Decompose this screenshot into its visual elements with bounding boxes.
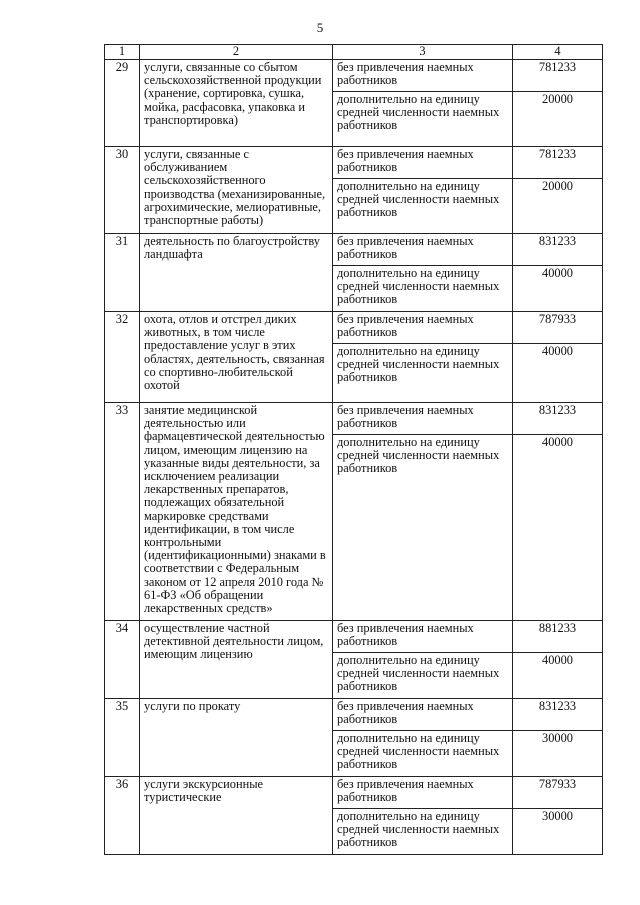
activity-description: занятие медицинской деятельностью или фармацевтической деятельностью лицом, имеющим лицензию на указанные виды деятельности, за исключением реализации лекарственных препаратов, подлежащих обязательной маркировке средствами идентификации, в том числе контрольными (идентификационными) знаками в соответствии с Федеральным законом от 12 апреля 2010 года № 61-ФЗ «Об обращении лекарственных средств» [140,403,333,621]
activity-description: услуги по прокату [140,699,333,777]
condition-cell: без привлечения наемных работников [333,777,513,809]
column-header: 3 [333,45,513,60]
condition-cell: без привлечения наемных работников [333,403,513,435]
amount-cell: 40000 [513,435,603,621]
amount-cell: 781233 [513,60,603,92]
condition-cell: дополнительно на единицу средней численности наемных работников [333,92,513,147]
row-number: 29 [105,60,140,147]
condition-cell: дополнительно на единицу средней численности наемных работников [333,435,513,621]
condition-cell: дополнительно на единицу средней численности наемных работников [333,731,513,777]
amount-cell: 781233 [513,147,603,179]
amount-cell: 787933 [513,777,603,809]
table-row [105,234,603,266]
amount-cell: 831233 [513,234,603,266]
condition-cell: дополнительно на единицу средней численности наемных работников [333,809,513,855]
table-row [105,699,603,731]
condition-cell: без привлечения наемных работников [333,621,513,653]
activity-description: охота, отлов и отстрел диких животных, в том числе предоставление услуг в этих областях, деятельность, связанная со спортивно-любительской охотой [140,312,333,403]
activity-description: деятельность по благоустройству ландшафта [140,234,333,312]
column-header-row [105,45,603,60]
table-row [105,621,603,653]
row-number: 35 [105,699,140,777]
condition-cell: дополнительно на единицу средней численности наемных работников [333,266,513,312]
amount-cell: 787933 [513,312,603,344]
amount-cell: 40000 [513,653,603,699]
activity-description: осуществление частной детективной деятельности лицом, имеющим лицензию [140,621,333,699]
condition-cell: дополнительно на единицу средней численности наемных работников [333,179,513,234]
amount-cell: 881233 [513,621,603,653]
row-number: 30 [105,147,140,234]
row-number: 34 [105,621,140,699]
table-row [105,60,603,92]
amount-cell: 40000 [513,344,603,403]
condition-cell: без привлечения наемных работников [333,699,513,731]
amount-cell: 20000 [513,92,603,147]
condition-cell: без привлечения наемных работников [333,234,513,266]
column-header: 4 [513,45,603,60]
condition-cell: дополнительно на единицу средней численности наемных работников [333,653,513,699]
condition-cell: без привлечения наемных работников [333,147,513,179]
amount-cell: 30000 [513,809,603,855]
amount-cell: 40000 [513,266,603,312]
table-row [105,312,603,344]
row-number: 31 [105,234,140,312]
amount-cell: 20000 [513,179,603,234]
page-number: 5 [316,20,324,35]
tax-rate-table [104,44,603,855]
table-row [105,403,603,435]
amount-cell: 30000 [513,731,603,777]
column-header: 2 [140,45,333,60]
row-number: 36 [105,777,140,855]
condition-cell: без привлечения наемных работников [333,60,513,92]
amount-cell: 831233 [513,403,603,435]
activity-description: услуги экскурсионные туристические [140,777,333,855]
activity-description: услуги, связанные с обслуживанием сельскохозяйственного производства (механизированные, агрохимические, мелиоративные, транспортные работы) [140,147,333,234]
row-number: 32 [105,312,140,403]
table-row [105,147,603,179]
row-number: 33 [105,403,140,621]
column-header: 1 [105,45,140,60]
amount-cell: 831233 [513,699,603,731]
condition-cell: дополнительно на единицу средней численности наемных работников [333,344,513,403]
activity-description: услуги, связанные со сбытом сельскохозяйственной продукции (хранение, сортировка, сушка, мойка, расфасовка, упаковка и транспортировка) [140,60,333,147]
table-row [105,777,603,809]
condition-cell: без привлечения наемных работников [333,312,513,344]
